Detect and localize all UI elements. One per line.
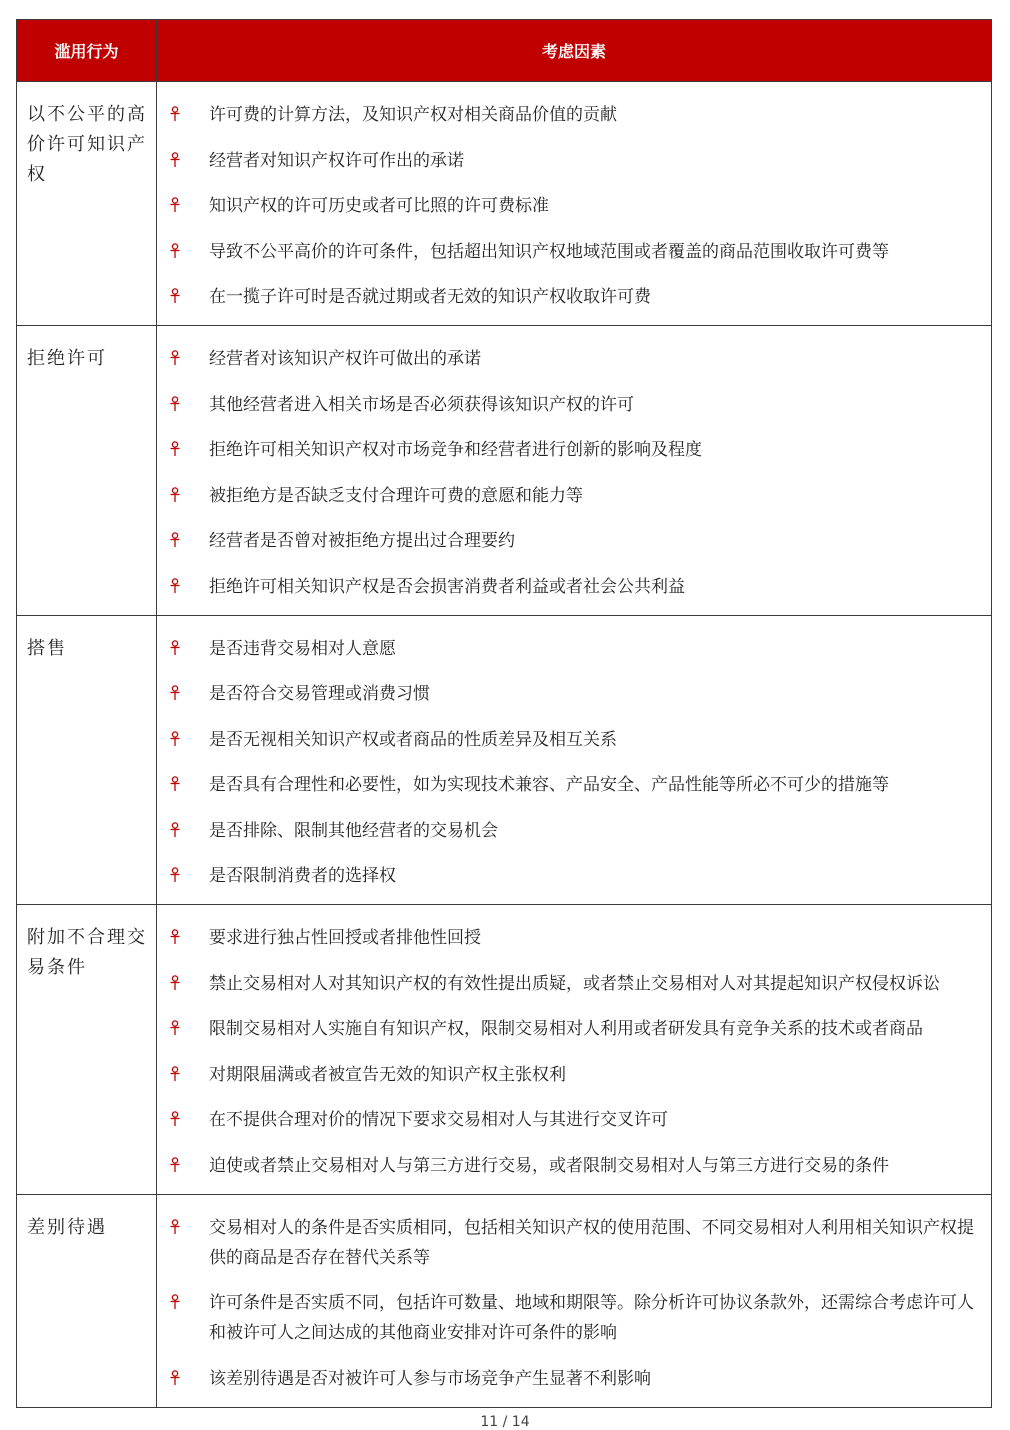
behavior-cell: 拒绝许可 [17,326,157,616]
factor-text: 经营者是否曾对被拒绝方提出过合理要约 [209,531,515,551]
behavior-cell: 搭售 [17,615,157,905]
factor-item [169,526,981,556]
pin-bullet-icon [169,634,209,664]
factor-text: 经营者对该知识产权许可做出的承诺 [209,349,481,369]
header-behavior: 滥用行为 [17,20,157,82]
pin-bullet-icon [169,481,209,511]
pin-bullet-icon [169,1151,209,1181]
table-row [17,82,992,326]
header-factors: 考虑因素 [157,20,992,82]
pin-bullet-icon [169,1288,209,1318]
factor-item [169,725,981,755]
pin-bullet-icon [169,679,209,709]
pin-bullet-icon [169,435,209,465]
pin-bullet-icon [169,725,209,755]
factor-item [169,237,981,267]
factor-item [169,969,981,999]
pin-bullet-icon [169,1105,209,1135]
factor-text: 对期限届满或者被宣告无效的知识产权主张权利 [209,1064,566,1085]
factor-text: 迫使或者禁止交易相对人与第三方进行交易，或者限制交易相对人与第三方进行交易的条件 [209,1155,889,1176]
page-number: 11 / 14 [480,1414,530,1430]
pin-bullet-icon [169,1060,209,1090]
pin-bullet-icon [169,1014,209,1044]
factor-text: 在一揽子许可时是否就过期或者无效的知识产权收取许可费 [209,287,651,307]
factor-item [169,1014,981,1044]
factor-item [169,816,981,846]
factors-cell [157,1194,992,1407]
factor-item [169,770,981,800]
factor-text: 是否无视相关知识产权或者商品的性质差异及相互关系 [209,729,617,750]
factor-item [169,344,981,374]
factor-text: 是否具有合理性和必要性，如为实现技术兼容、产品安全、产品性能等所必不可少的措施等 [209,775,889,795]
factor-text: 知识产权的许可历史或者可比照的许可费标准 [209,196,549,216]
pin-bullet-icon [169,191,209,221]
behavior-cell: 差别待遇 [17,1194,157,1407]
pin-bullet-icon [169,1364,209,1394]
factor-text: 是否排除、限制其他经营者的交易机会 [209,820,498,841]
factor-item [169,191,981,221]
pin-bullet-icon [169,390,209,420]
table-row [17,615,992,905]
table-row [17,326,992,616]
table-row [17,1194,992,1407]
factor-item [169,634,981,664]
factor-item [169,100,981,130]
factor-item [169,1213,981,1273]
abuse-behavior-table [16,19,992,1408]
factor-item [169,861,981,891]
pin-bullet-icon [169,344,209,374]
factor-text: 交易相对人的条件是否实质相同，包括相关知识产权的使用范围、不同交易相对人利用相关知识产权提供的商品是否存在替代关系等 [209,1217,974,1268]
factor-item [169,282,981,312]
factors-cell [157,615,992,905]
factor-text: 限制交易相对人实施自有知识产权，限制交易相对人利用或者研发具有竞争关系的技术或者商品 [209,1019,923,1039]
factor-item [169,1288,981,1348]
behavior-cell: 附加不合理交易条件 [17,905,157,1195]
factor-text: 拒绝许可相关知识产权对市场竞争和经营者进行创新的影响及程度 [209,440,702,460]
pin-bullet-icon [169,237,209,267]
pin-bullet-icon [169,816,209,846]
factor-item [169,923,981,953]
factor-item [169,1364,981,1394]
factor-text: 导致不公平高价的许可条件，包括超出知识产权地域范围或者覆盖的商品范围收取许可费等 [209,241,889,262]
factor-text: 经营者对知识产权许可作出的承诺 [209,150,464,171]
pin-bullet-icon [169,572,209,602]
factor-item [169,435,981,465]
factors-cell [157,905,992,1195]
behavior-cell: 以不公平的高价许可知识产权 [17,82,157,326]
pin-bullet-icon [169,146,209,176]
pin-bullet-icon [169,969,209,999]
pin-bullet-icon [169,861,209,891]
factor-item [169,1105,981,1135]
factor-item [169,1060,981,1090]
factor-text: 禁止交易相对人对其知识产权的有效性提出质疑，或者禁止交易相对人对其提起知识产权侵权诉讼 [209,973,940,994]
factor-item [169,481,981,511]
factors-cell [157,326,992,616]
factor-text: 是否违背交易相对人意愿 [209,638,396,659]
factor-text: 许可条件是否实质不同，包括许可数量、地域和期限等。除分析许可协议条款外，还需综合考虑许可人和被许可人之间达成的其他商业安排对许可条件的影响 [209,1293,974,1343]
table-row [17,905,992,1195]
factors-cell [157,82,992,326]
factor-item [169,390,981,420]
pin-bullet-icon [169,770,209,800]
factor-item [169,572,981,602]
factor-text: 在不提供合理对价的情况下要求交易相对人与其进行交叉许可 [209,1110,668,1130]
table-header-row [17,20,992,82]
factor-text: 是否限制消费者的选择权 [209,866,396,886]
pin-bullet-icon [169,923,209,953]
factor-text: 被拒绝方是否缺乏支付合理许可费的意愿和能力等 [209,485,583,506]
pin-bullet-icon [169,1213,209,1243]
pin-bullet-icon [169,526,209,556]
pin-bullet-icon [169,282,209,312]
factor-text: 许可费的计算方法，及知识产权对相关商品价值的贡献 [209,105,617,125]
table-body [17,82,992,1408]
factor-text: 其他经营者进入相关市场是否必须获得该知识产权的许可 [209,394,634,415]
pin-bullet-icon [169,100,209,130]
factor-text: 该差别待遇是否对被许可人参与市场竞争产生显著不利影响 [209,1368,651,1389]
factor-text: 拒绝许可相关知识产权是否会损害消费者利益或者社会公共利益 [209,576,685,597]
factor-item [169,146,981,176]
factor-item [169,679,981,709]
factor-text: 是否符合交易管理或消费习惯 [209,684,430,704]
factor-item [169,1151,981,1181]
factor-text: 要求进行独占性回授或者排他性回授 [209,928,481,948]
